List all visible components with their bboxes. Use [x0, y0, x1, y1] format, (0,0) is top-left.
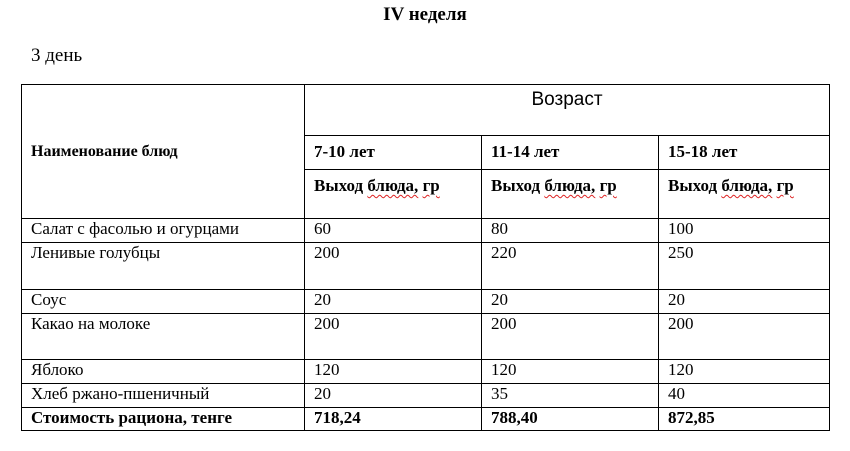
dish-name: Яблоко: [22, 360, 305, 384]
yield-header-11-14: Выход блюда, гр: [482, 170, 659, 219]
value-cell: 20: [659, 290, 830, 314]
dish-name: Салат с фасолью и огурцами: [22, 219, 305, 243]
total-value-cell: 718,24: [305, 408, 482, 431]
value-cell: 80: [482, 219, 659, 243]
dish-name: Хлеб ржано-пшеничный: [22, 384, 305, 408]
table-row: [22, 243, 830, 290]
value-cell: 20: [305, 290, 482, 314]
value-cell: 120: [482, 360, 659, 384]
dish-name: Какао на молоке: [22, 314, 305, 360]
menu-table: [21, 84, 830, 431]
age-group-11-14: 11-14 лет: [482, 136, 659, 170]
value-cell: 200: [305, 243, 482, 290]
table-row: [22, 360, 830, 384]
table-row: [22, 384, 830, 408]
day-label: 3 день: [31, 45, 83, 66]
total-label: Стоимость рациона, тенге: [22, 408, 305, 431]
value-cell: 120: [305, 360, 482, 384]
table-row: [22, 219, 830, 243]
total-value-cell: 788,40: [482, 408, 659, 431]
dish-name-header: Наименование блюд: [22, 85, 305, 219]
value-cell: 200: [305, 314, 482, 360]
value-cell: 250: [659, 243, 830, 290]
age-header: Возраст: [305, 85, 830, 136]
table-row: [22, 290, 830, 314]
header-row-age: [22, 85, 830, 136]
value-cell: 220: [482, 243, 659, 290]
yield-header-7-10: Выход блюда, гр: [305, 170, 482, 219]
value-cell: 40: [659, 384, 830, 408]
yield-header-15-18: Выход блюда, гр: [659, 170, 830, 219]
dish-name: Ленивые голубцы: [22, 243, 305, 290]
value-cell: 120: [659, 360, 830, 384]
total-row: [22, 408, 830, 431]
value-cell: 200: [482, 314, 659, 360]
total-value-cell: 872,85: [659, 408, 830, 431]
dish-name: Соус: [22, 290, 305, 314]
page-title: IV неделя: [383, 4, 467, 25]
value-cell: 20: [305, 384, 482, 408]
table-row: [22, 314, 830, 360]
value-cell: 200: [659, 314, 830, 360]
age-group-7-10: 7-10 лет: [305, 136, 482, 170]
value-cell: 100: [659, 219, 830, 243]
value-cell: 35: [482, 384, 659, 408]
age-group-15-18: 15-18 лет: [659, 136, 830, 170]
value-cell: 20: [482, 290, 659, 314]
value-cell: 60: [305, 219, 482, 243]
